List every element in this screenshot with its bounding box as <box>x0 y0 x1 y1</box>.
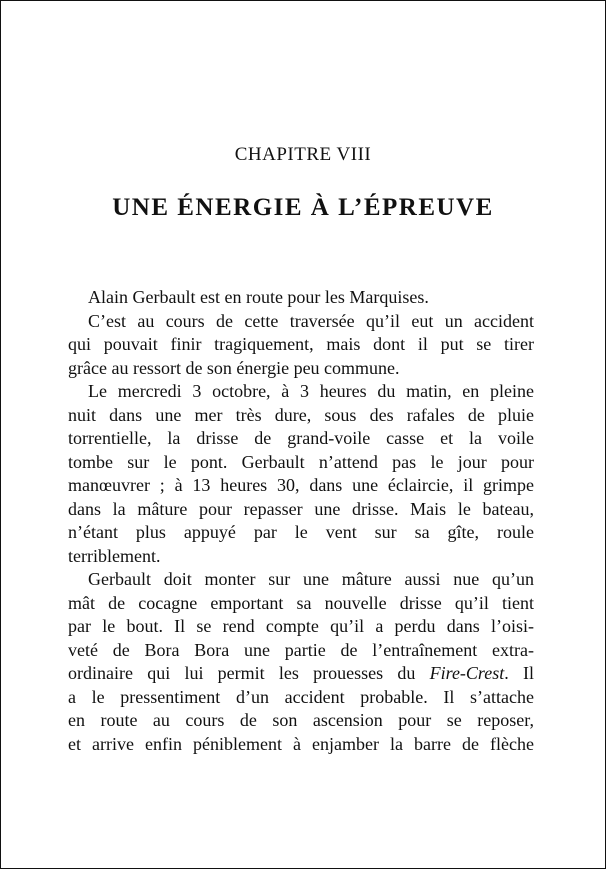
chapter-number: CHAPITRE VIII <box>234 144 372 165</box>
text-line: mât de cocagne emportant sa nouvelle drisse qu’il tient <box>68 592 534 613</box>
text-line: dans la mâture pour repasser une drisse. Mais le bateau, <box>68 498 534 519</box>
text-line: qui pouvait finir tragiquement, mais dont il put se tirer <box>68 334 534 354</box>
chapter-title: UNE ÉNERGIE À L’ÉPREUVE <box>112 194 494 221</box>
text-line: Le mercredi 3 octobre, à 3 heures du matin, en pleine <box>88 381 534 401</box>
text-line: et arrive enfin péniblement à enjamber la barre de flèche <box>68 733 534 754</box>
chapter-body <box>68 286 534 756</box>
text-line: a le pressentiment d’un accident probable. Il s’attache <box>68 686 534 707</box>
text-line: Gerbault doit monter sur une mâture aussi nue qu’un <box>88 569 534 589</box>
text-line: terriblement. <box>68 545 161 566</box>
text-line: veté de Bora Bora une partie de l’entraînement extra- <box>68 639 534 660</box>
ship-name: Fire-Crest <box>429 663 505 683</box>
text-line: n’étant plus appuyé par le vent sur sa gîte, roule <box>68 522 534 542</box>
text-line: nuit dans une mer très dure, sous des rafales de pluie <box>68 404 534 425</box>
text-line: tombe sur le pont. Gerbault n’attend pas le jour pour <box>68 451 534 472</box>
text-line: manœuvrer ; à 13 heures 30, dans une éclaircie, il grimpe <box>68 475 534 495</box>
text-line: C’est au cours de cette traversée qu’il eut un accident <box>88 310 534 331</box>
text-fragment: . Il <box>504 663 534 683</box>
text-line: Alain Gerbault est en route pour les Marquises. <box>88 287 429 307</box>
text-line-with-ship-name <box>68 662 534 686</box>
text-line: en route au cours de son ascension pour se reposer, <box>68 710 534 730</box>
text-fragment: ordinaire qui lui permit les prouesses du <box>68 663 430 683</box>
text-line: grâce au ressort de son énergie peu commune. <box>68 357 400 378</box>
text-line: torrentielle, la drisse de grand-voile casse et la voile <box>68 428 534 448</box>
text-line: par le bout. Il se rend compte qu’il a perdu dans l’oisi- <box>68 616 534 636</box>
